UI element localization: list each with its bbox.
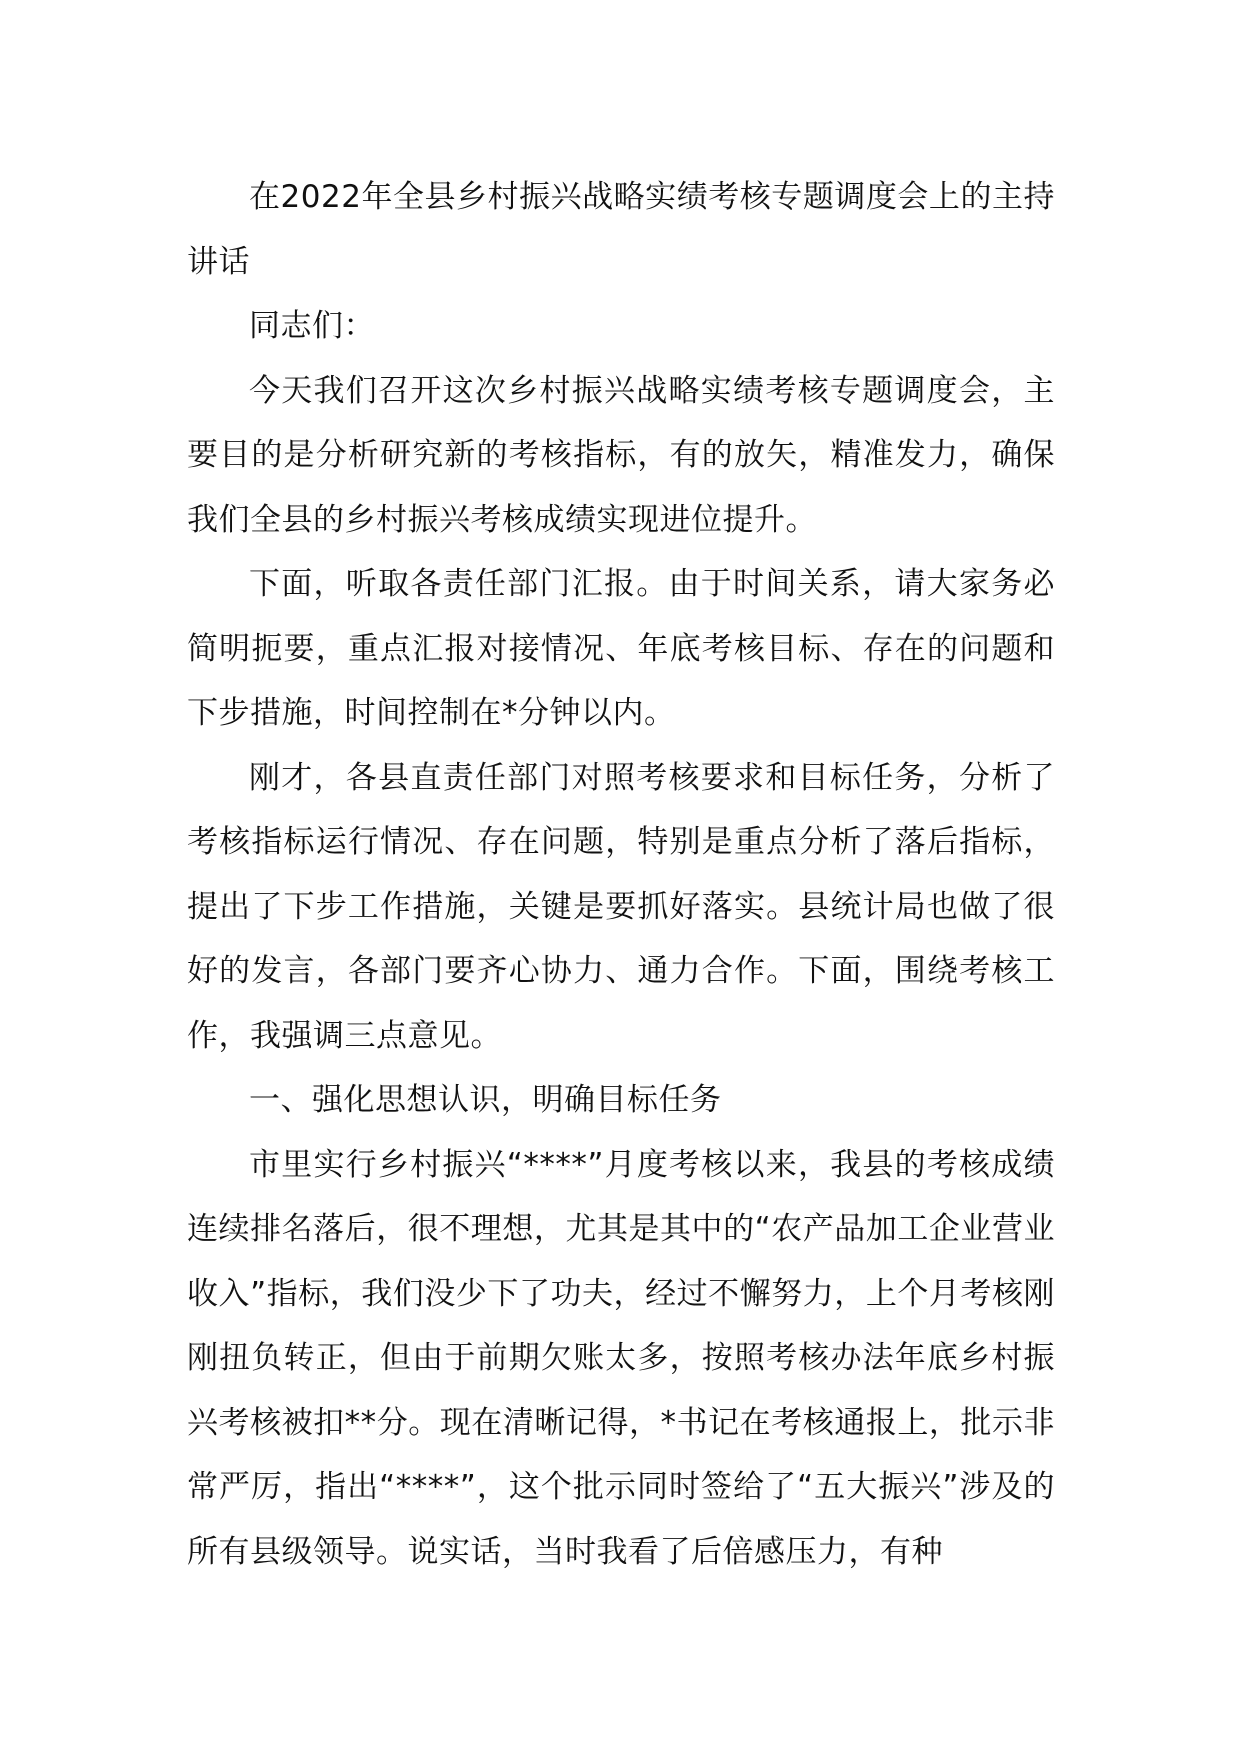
section-heading: 一、强化思想认识，明确目标任务	[249, 1082, 722, 1118]
salutation-paragraph: 同志们：	[249, 308, 375, 344]
document-body	[187, 165, 1055, 1584]
document-title: 在2022年全县乡村振兴战略实绩考核专题调度会上的主持讲话	[187, 179, 1055, 280]
body-paragraph: 今天我们召开这次乡村振兴战略实绩考核专题调度会，主要目的是分析研究新的考核指标，有的放矢，精准发力，确保我们全县的乡村振兴考核成绩实现进位提升。	[187, 372, 1055, 538]
body-paragraph: 市里实行乡村振兴“****”月度考核以来，我县的考核成绩连续排名落后，很不理想，尤其是其中的“农产品加工企业营业收入”指标，我们没少下了功夫，经过不懈努力，上个月考核刚刚扭负转正，但由于前期欠账太多，按照考核办法年底乡村振兴考核被扣**分。现在清晰记得，*书记在考核通报上，批示非常严厉，指出“****”，这个批示同时签给了“五大振兴”涉及的所有县级领导。说实话，当时我看了后倍感压力，有种	[187, 1146, 1055, 1570]
body-paragraph: 下面，听取各责任部门汇报。由于时间关系，请大家务必简明扼要，重点汇报对接情况、年底考核目标、存在的问题和下步措施，时间控制在*分钟以内。	[187, 566, 1055, 731]
body-paragraph: 刚才，各县直责任部门对照考核要求和目标任务，分析了考核指标运行情况、存在问题，特别是重点分析了落后指标，提出了下步工作措施，关键是要抓好落实。县统计局也做了很好的发言，各部门要齐心协力、通力合作。下面，围绕考核工作，我强调三点意见。	[187, 759, 1055, 1054]
